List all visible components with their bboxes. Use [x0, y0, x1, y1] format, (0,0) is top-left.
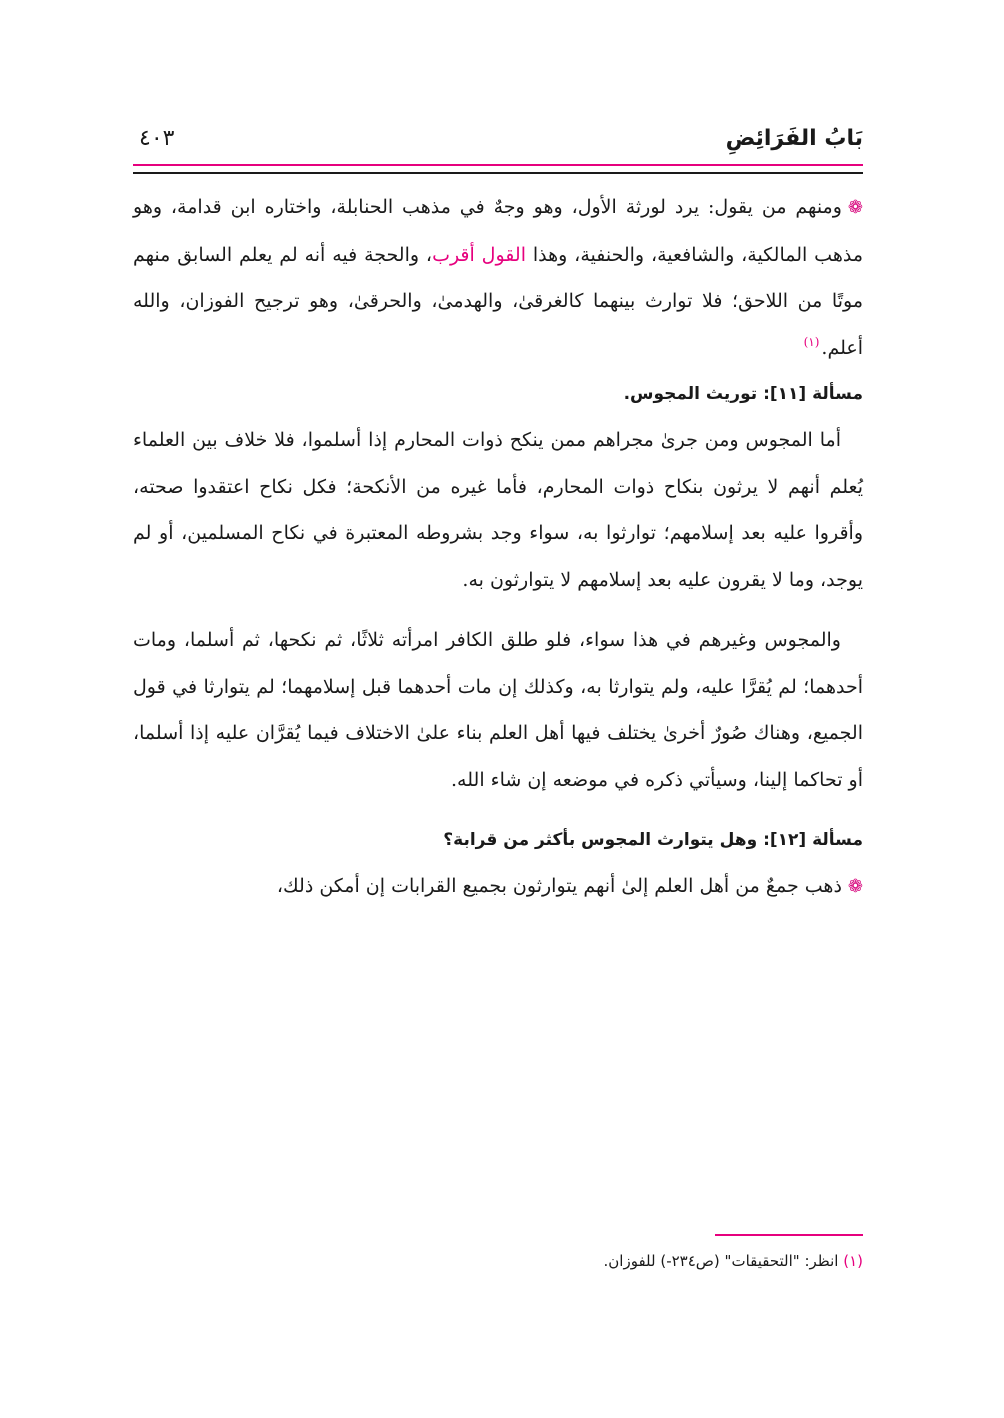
paragraph-3: والمجوس وغيرهم في هذا سواء، فلو طلق الكافر امرأته ثلاثًا، ثم نكحها، ثم أسلما، ومات أحدهما؛ لم يُقرَّا عليه، ولم يتوارثا به، وكذلك إن مات أحدهما قبل إسلامهما؛ لم يتوارثا في قول الجميع، وهناك صُورٌ أخرىٰ يختلف فيها أهل العلم بناء علىٰ الاختلاف فيما يُقرَّان عليه إذا أسلما، أو تحاكما إلينا، وسيأتي ذكره في موضعه إن شاء الله.	[133, 629, 863, 791]
paragraph-gap	[133, 603, 863, 617]
footnote-separator	[715, 1234, 863, 1236]
flower-ornament-icon: ❁	[847, 876, 863, 897]
heading-title: وهل يتوارث المجوس بأكثر من قرابة؟	[443, 830, 758, 850]
section-heading-12	[133, 817, 863, 863]
footnote-text: انظر: "التحقيقات" (ص٢٣٤-) للفوزان.	[603, 1252, 839, 1270]
paragraph-2: أما المجوس ومن جرىٰ مجراهم ممن ينكح ذوات المحارم إذا أسلموا، فلا خلاف بين العلماء يُعلم أنهم لا يرثون بنكاح ذوات المحارم، فأما غيره من الأنكحة؛ فكل نكاح اعتقدوا صحته، وأقروا عليه بعد إسلامهم؛ توارثوا به، سواء وجد بشروطه المعتبرة في نكاح المسلمين، أو لم يوجد، وما لا يقرون عليه بعد إسلامهم لا يتوارثون به.	[133, 429, 863, 591]
paragraph-1	[133, 184, 863, 371]
main-text	[133, 184, 863, 911]
running-header	[133, 100, 863, 152]
paragraph-gap	[133, 803, 863, 817]
heading-label: مسألة [١١]:	[763, 384, 863, 404]
footnote-reference[interactable]: (١)	[803, 335, 820, 350]
page-number: ٤٠٣	[139, 126, 175, 151]
flower-ornament-icon: ❁	[847, 197, 863, 218]
paragraph-4	[133, 863, 863, 911]
footnote-number: (١)	[843, 1252, 863, 1270]
document-page	[133, 100, 863, 1320]
heading-title: توريث المجوس.	[623, 384, 758, 404]
paragraph-1-text-a: ومنهم من يقول: يرد لورثة الأول، وهو وجهٌ في مذهب الحنابلة، واختاره ابن قدامة، وهو مذهب المالكية، والشافعية، والحنفية، وهذا	[133, 196, 864, 266]
section-heading-11	[133, 371, 863, 417]
header-rule-pink	[133, 164, 863, 166]
header-rule-black	[133, 172, 863, 174]
chapter-title: بَابُ الفَرَائِضِ	[725, 126, 863, 151]
paragraph-4-text: ذهب جمعٌ من أهل العلم إلىٰ أنهم يتوارثون بجميع القرابات إن أمكن ذلك،	[276, 875, 842, 897]
heading-label: مسألة [١٢]:	[763, 830, 863, 850]
highlighted-phrase: القول أقرب	[432, 243, 526, 266]
footnote	[604, 1252, 863, 1270]
paragraph-1-text-b: ، والحجة فيه أنه لم يعلم السابق منهم موتًا من اللاحق؛ فلا توارث بينهما كالغرقىٰ، والهدمىٰ، والحرقىٰ، وهو ترجيح الفوزان، والله أعلم.	[133, 243, 863, 359]
